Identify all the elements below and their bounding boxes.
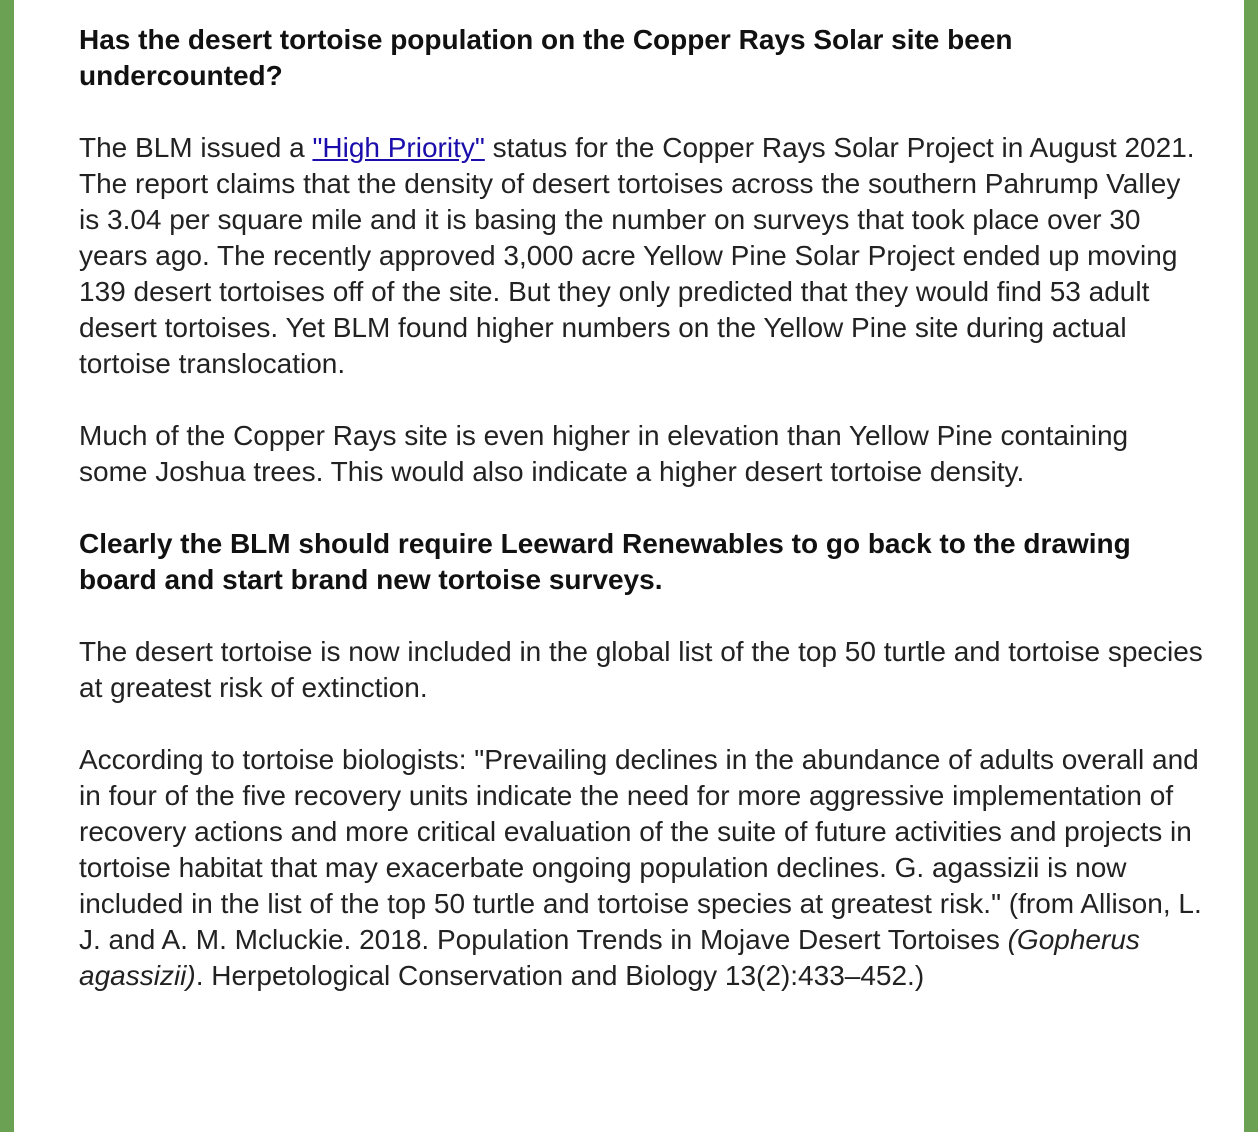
paragraph-elevation: Much of the Copper Rays site is even higher in elevation than Yellow Pine containing some Joshua trees. This would also indicate a higher desert tortoise density.: [79, 420, 1129, 487]
para1-text-before: The BLM issued a: [79, 132, 313, 163]
paragraph-biologists-quote: [79, 742, 1204, 994]
heading-new-surveys: Clearly the BLM should require Leeward Renewables to go back to the drawing board and start brand new tortoise surveys.: [79, 528, 1131, 595]
heading-undercounted: Has the desert tortoise population on the Copper Rays Solar site been undercounted?: [79, 24, 1013, 91]
left-border-bar: [0, 0, 14, 1132]
species-name-italic: (Gopherus agassizii): [79, 924, 1140, 991]
article-content: [79, 22, 1204, 1030]
paragraph-extinction-list: The desert tortoise is now included in the global list of the top 50 turtle and tortoise species at greatest risk of extinction.: [79, 636, 1203, 703]
para4-text-before: According to tortoise biologists: "Prevailing declines in the abundance of adults overall and in four of the five recovery units indicate the need for more aggressive implementation of recovery actions and more critical evaluation of the suite of future activities and projects in tortoise habitat that may exacerbate ongoing population declines. G. agassizii is now included in the list of the top 50 turtle and tortoise species at greatest risk." (from Allison, L. J. and A. M. Mcluckie. 2018. Population Trends in Mojave Desert Tortoises: [79, 744, 1202, 955]
high-priority-link[interactable]: "High Priority": [312, 132, 485, 163]
para4-text-after: . Herpetological Conservation and Biology 13(2):433–452.): [195, 960, 925, 991]
paragraph-high-priority: [79, 130, 1204, 382]
right-border-bar: [1244, 0, 1258, 1132]
para1-text-after: status for the Copper Rays Solar Project in August 2021. The report claims that the density of desert tortoises across the southern Pahrump Valley is 3.04 per square mile and it is basing the number on surveys that took place over 30 years ago. The recently approved 3,000 acre Yellow Pine Solar Project ended up moving 139 desert tortoises off of the site. But they only predicted that they would find 53 adult desert tortoises. Yet BLM found higher numbers on the Yellow Pine site during actual tortoise translocation.: [79, 132, 1195, 379]
